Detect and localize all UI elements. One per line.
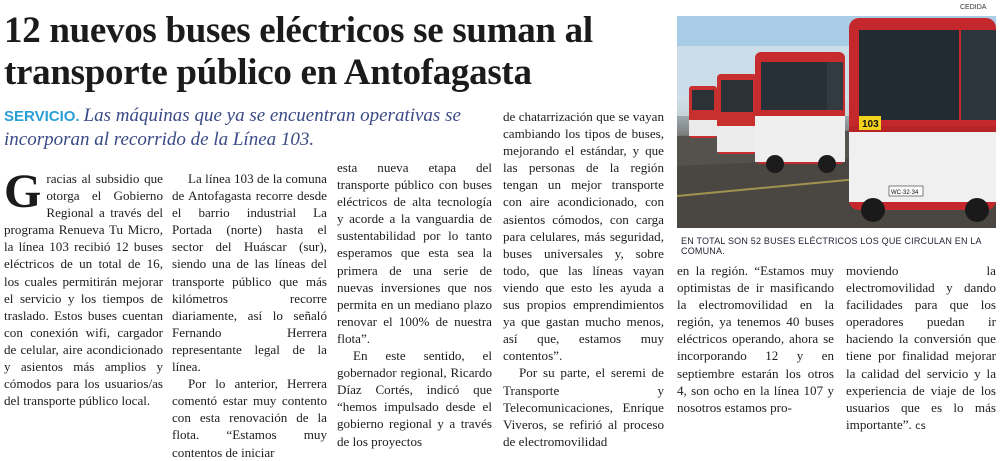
article-column-3 bbox=[337, 159, 492, 450]
license-plate: WC·32·34 bbox=[891, 190, 919, 196]
bus-fleet-illustration bbox=[677, 16, 996, 228]
bus-front bbox=[849, 18, 996, 222]
article-column-4 bbox=[503, 108, 664, 450]
photo-caption: EN TOTAL SON 52 BUSES ELÉCTRICOS LOS QUE CIRCULAN EN LA COMUNA. bbox=[681, 236, 982, 256]
paragraph: Por su parte, el seremi de Transporte y Telecomunicaciones, Enrique Viveros, se refirió al proceso de electromovilidad bbox=[503, 365, 664, 449]
paragraph bbox=[846, 262, 996, 435]
paragraph bbox=[4, 165, 163, 409]
paragraph: en la región. “Estamos muy optimistas de ir masificando la electromovilidad en la región, ya tenemos 40 buses eléctricos operando, ahora se incorporando 12 y en septiembre estarán los otros 4, son ocho en la línea 107 y nosotros estamos pro- bbox=[677, 263, 834, 415]
dropcap: G bbox=[4, 165, 42, 218]
paragraph: esta nueva etapa del transporte público con buses eléctricos de alta tecnología y acorde a la vanguardia de sustentabilidad por lo tanto esperamos que esta sea la primera de una serie de nuevas inversiones que nos permita en un mediano plazo renovar el 100% de nuestra flota”. bbox=[337, 160, 492, 346]
paragraph: Por lo anterior, Herrera comentó estar muy contento con esta renovación de la flota. “Estamos muy contentos de iniciar bbox=[172, 376, 327, 460]
bus-far-2 bbox=[717, 74, 757, 154]
paragraph: de chatarrización que se vayan cambiando los tipos de buses, mejorando el estándar, y que las personas de la región tengan un mejor transporte con aire acondicionado, con asientos cómodos, con carga para celulares, más seguridad, buses universales y, sobre todo, que las líneas vayan viendo que esto les ayuda a sus propios emprendimientos ya que gastan mucho menos, así que, estamos muy contentos”. bbox=[503, 109, 664, 364]
bus-far-1 bbox=[689, 86, 717, 138]
section-kicker: SERVICIO. bbox=[4, 108, 80, 125]
lead-paragraph bbox=[4, 104, 504, 151]
paragraph-text: racias al subsidio que otorga el Gobierno Regional a través del programa Renueva Tu Micro, la línea 103 recibió 12 buses eléctricos de un total de 16, los cuales permitirán mejorar el servicio y los tiempos de traslado. Estos buses cuentan con conexión wifi, cargador de celular, aire acondicionado y asientos más amplios y cómodos para los usuarios/as del transporte público local. bbox=[4, 171, 163, 409]
article-column-1 bbox=[4, 165, 163, 409]
article-column-2 bbox=[172, 170, 327, 461]
headline: 12 nuevos buses eléctricos se suman al transporte público en Antofagasta bbox=[4, 10, 593, 93]
bus-route-number: 103 bbox=[862, 119, 879, 130]
bus-fleet-photo bbox=[677, 16, 996, 228]
photo-credit: CEDIDA bbox=[960, 4, 987, 11]
end-of-article-mark: cs bbox=[915, 420, 926, 432]
bus-mid bbox=[755, 52, 845, 173]
article-column-6 bbox=[846, 262, 996, 435]
paragraph-text: moviendo la electromovilidad y dando facilidades para que los operadores puedan ir haciendo la conversión que tiene por finalidad mejorar la calidad del servicio y la experiencia de viaje de los usuarios que es lo más importante”. bbox=[846, 263, 996, 432]
paragraph: En este sentido, el gobernador regional, Ricardo Díaz Cortés, indicó que “hemos impulsado desde el gobierno regional y a través de los proyectos bbox=[337, 348, 492, 449]
lead-text: Las máquinas que ya se encuentran operativas se incorporan al recorrido de la Línea 103. bbox=[4, 105, 461, 150]
article-column-5 bbox=[677, 262, 834, 416]
paragraph: La línea 103 de la comuna de Antofagasta recorre desde el barrio industrial La Portada (norte) hasta el sector del Huáscar (sur), siendo una de las líneas del transporte público que más kilómetros recorre diariamente, así lo señaló Fernando Herrera representante legal de la línea. bbox=[172, 171, 327, 375]
